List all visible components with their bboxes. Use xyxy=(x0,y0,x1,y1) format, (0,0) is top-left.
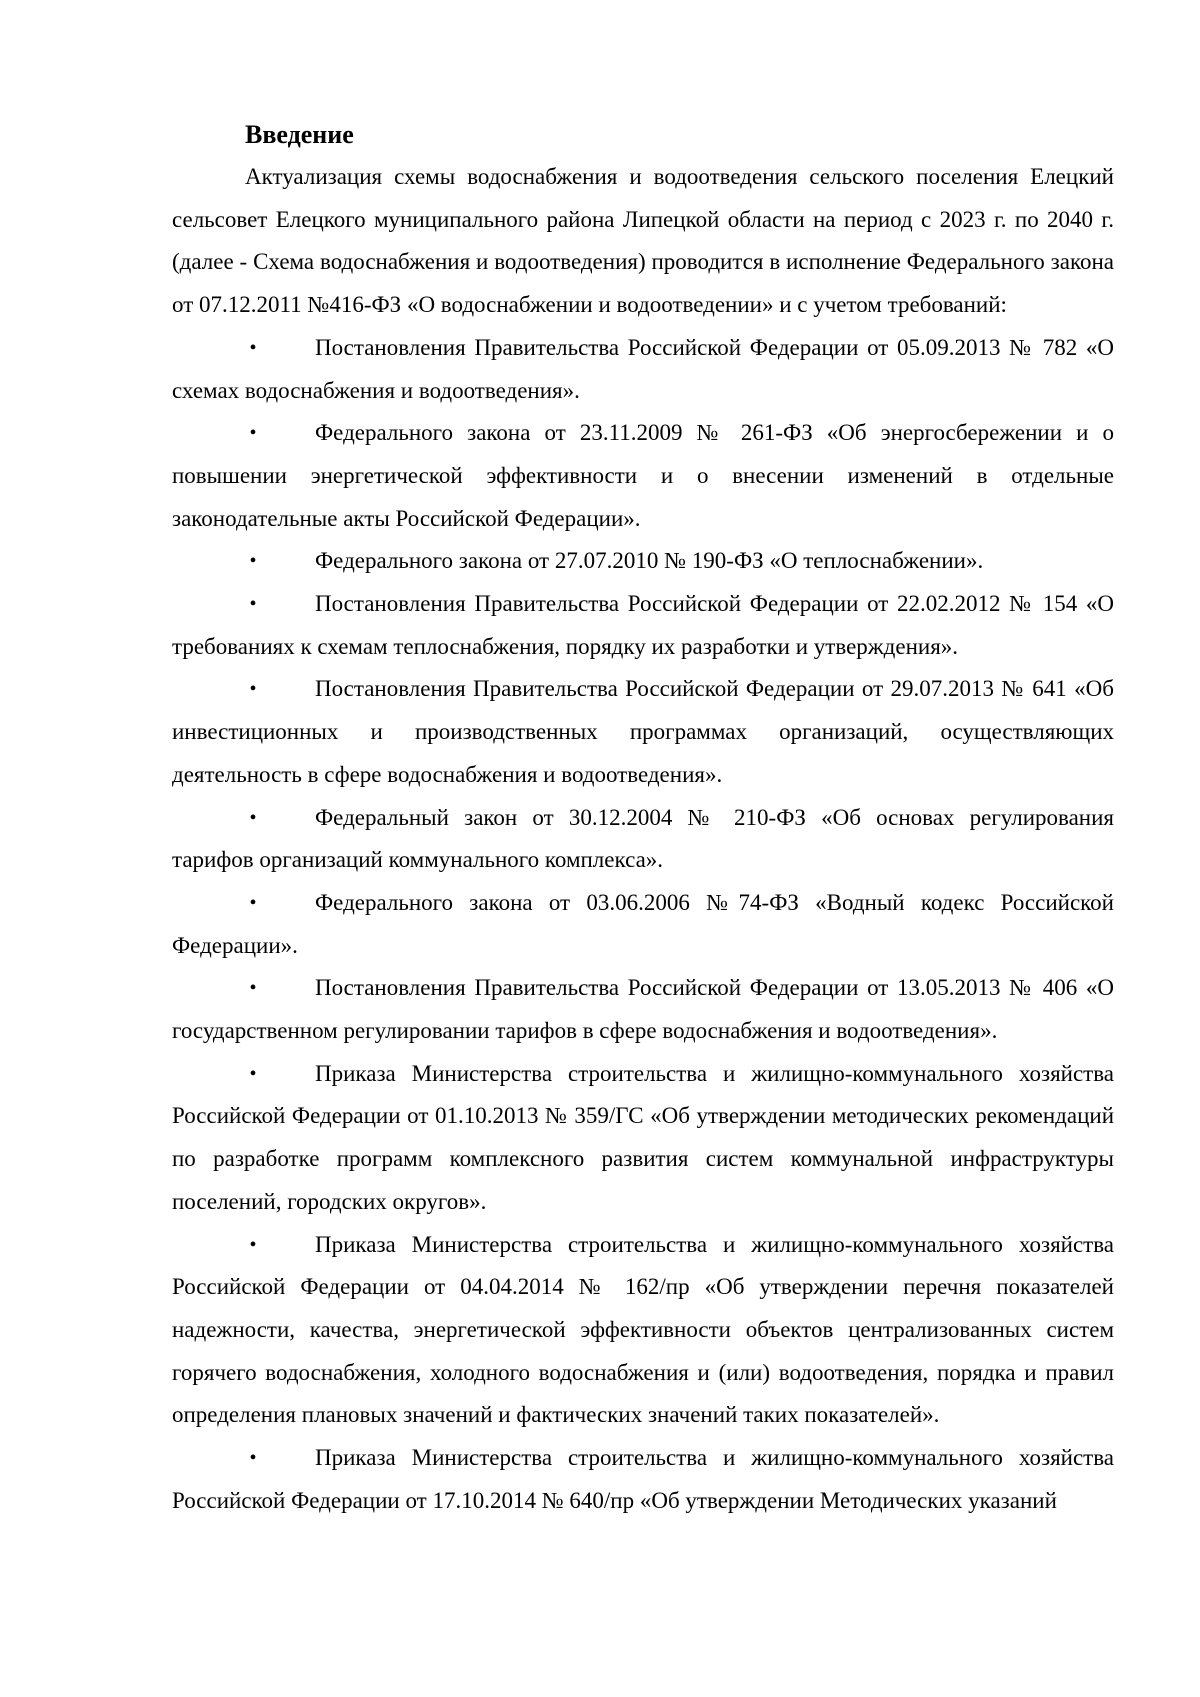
bullet-icon: • xyxy=(249,678,257,701)
bullet-icon: • xyxy=(249,336,257,359)
bullet-icon: • xyxy=(249,422,257,445)
list-item-text: Федерального закона от 23.11.2009 № 261-ФЗ «Об энергосбережении и о повышении энергетической эффективности и о внесении изменений в отдельные законодательные акты Российской Федерации». xyxy=(172,420,1114,531)
intro-paragraph: Актуализация схемы водоснабжения и водоотведения сельского поселения Елецкий сельсовет Елецкого муниципального района Липецкой области на период с 2023 г. по 2040 г. (далее - Схема водоснабжения и водоотведения) проводится в исполнение Федерального закона от 07.12.2011 №416-ФЗ «О водоснабжении и водоотведении» и с учетом требований: xyxy=(172,164,1114,318)
bullet-icon: • xyxy=(249,891,257,914)
list-item xyxy=(172,1224,1114,1438)
list-item xyxy=(172,327,1114,412)
list-item xyxy=(172,412,1114,540)
list-item-text: Федеральный закон от 30.12.2004 № 210-ФЗ «Об основах регулирования тарифов организаций коммунального комплекса». xyxy=(172,804,1114,873)
list-item-text: Постановления Правительства Российской Федерации от 13.05.2013 № 406 «О государственном регулировании тарифов в сфере водоснабжения и водоотведения». xyxy=(172,975,1114,1044)
list-item-text: Федерального закона от 03.06.2006 №74-ФЗ «Водный кодекс Российской Федерации». xyxy=(172,889,1114,958)
document-body xyxy=(172,114,1114,1523)
list-item-text: Приказа Министерства строительства и жилищно-коммунального хозяйства Российской Федерации от 17.10.2014 № 640/пр «Об утверждении Методических указаний xyxy=(172,1445,1114,1513)
list-item xyxy=(172,967,1114,1052)
list-item xyxy=(172,882,1114,967)
list-item xyxy=(172,668,1114,796)
bullet-icon: • xyxy=(249,806,257,829)
list-item-text: Федерального закона от 27.07.2010 № 190-ФЗ «О теплоснабжении». xyxy=(315,548,984,574)
list-item xyxy=(172,540,1114,583)
list-item-text: Приказа Министерства строительства и жилищно-коммунального хозяйства Российской Федерации от 04.04.2014 № 162/пр «Об утверждении перечня показателей надежности, качества, энергетической эффективности объектов централизованных систем горячего водоснабжения, холодного водоснабжения и (или) водоотведения, порядка и правил определения плановых значений и фактических значений таких показателей». xyxy=(172,1231,1114,1428)
list-item xyxy=(172,583,1114,668)
list-item-text: Постановления Правительства Российской Федерации от 29.07.2013 № 641 «Об инвестиционных и производственных программах организаций, осуществляющих деятельность в сфере водоснабжения и водоотведения». xyxy=(172,676,1114,787)
requirements-list xyxy=(172,327,1114,1523)
list-item-text: Приказа Министерства строительства и жилищно-коммунального хозяйства Российской Федерации от 01.10.2013 № 359/ГС «Об утверждении методических рекомендаций по разработке программ комплексного развития систем коммунальной инфраструктуры поселений, городских округов». xyxy=(172,1060,1114,1214)
bullet-icon: • xyxy=(249,1447,257,1470)
bullet-icon: • xyxy=(249,593,257,616)
list-item xyxy=(172,1053,1114,1224)
bullet-icon: • xyxy=(249,1233,257,1256)
bullet-icon: • xyxy=(249,977,257,1000)
section-heading: Введение xyxy=(245,120,354,149)
list-item-text: Постановления Правительства Российской Федерации от 22.02.2012 № 154 «О требованиях к схемам теплоснабжения, порядку их разработки и утверждения». xyxy=(172,591,1114,659)
list-item xyxy=(172,1437,1114,1522)
list-item xyxy=(172,797,1114,882)
bullet-icon: • xyxy=(249,550,257,573)
bullet-icon: • xyxy=(249,1062,257,1085)
list-item-text: Постановления Правительства Российской Федерации от 05.09.2013 № 782 «О схемах водоснабжения и водоотведения». xyxy=(172,334,1114,403)
